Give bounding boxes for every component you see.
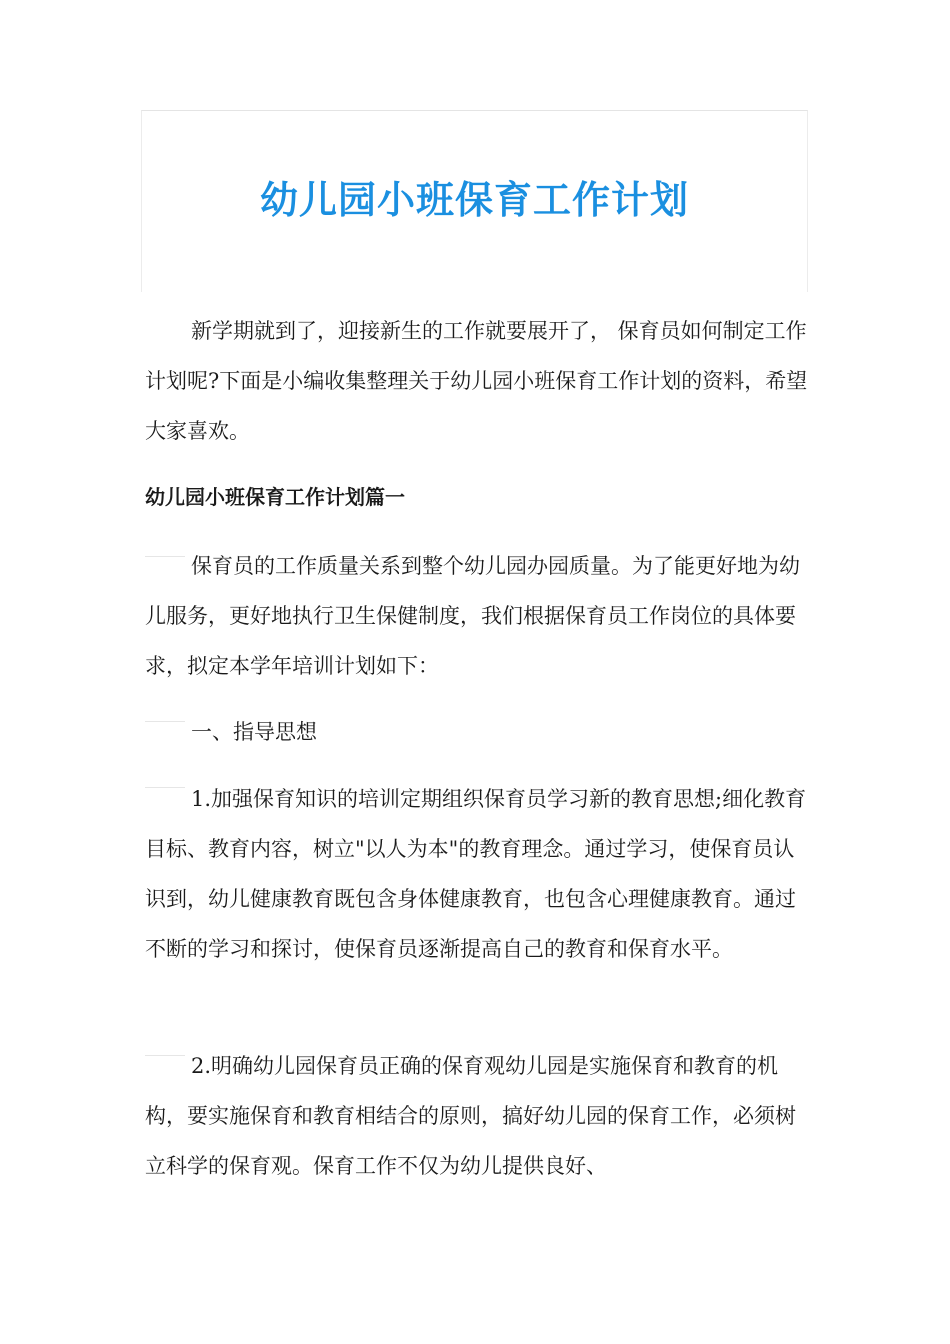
item-1: 1.加强保育知识的培训定期组织保育员学习新的教育思想;细化教育目标、教育内容，树立"以人为本"的教育理念。通过学习，使保育员认识到，幼儿健康教育既包含身体健康教育，也包含心理健康教育。通过不断的学习和探讨，使保育员逐渐提高自己的教育和保育水平。 [145, 787, 807, 961]
section-heading: 幼儿园小班保育工作计划篇一 [145, 485, 405, 509]
item-2: 2.明确幼儿园保育员正确的保育观幼儿园是实施保育和教育的机构，要实施保育和教育相结合的原则，搞好幼儿园的保育工作，必须树立科学的保育观。保育工作不仅为幼儿提供良好、 [145, 1054, 796, 1178]
paragraph-1: 保育员的工作质量关系到整个幼儿园办园质量。为了能更好地为幼儿服务，更好地执行卫生保健制度，我们根据保育员工作岗位的具体要求，拟定本学年培训计划如下： [145, 554, 800, 678]
document-title: 幼儿园小班保育工作计划 [259, 178, 689, 222]
intro-paragraph: 新学期就到了，迎接新生的工作就要展开了， 保育员如何制定工作计划呢?下面是小编收集整理关于幼儿园小班保育工作计划的资料，希望大家喜欢。 [145, 319, 808, 443]
title-box [141, 110, 808, 292]
sub-heading: 一、指导思想 [191, 720, 317, 744]
